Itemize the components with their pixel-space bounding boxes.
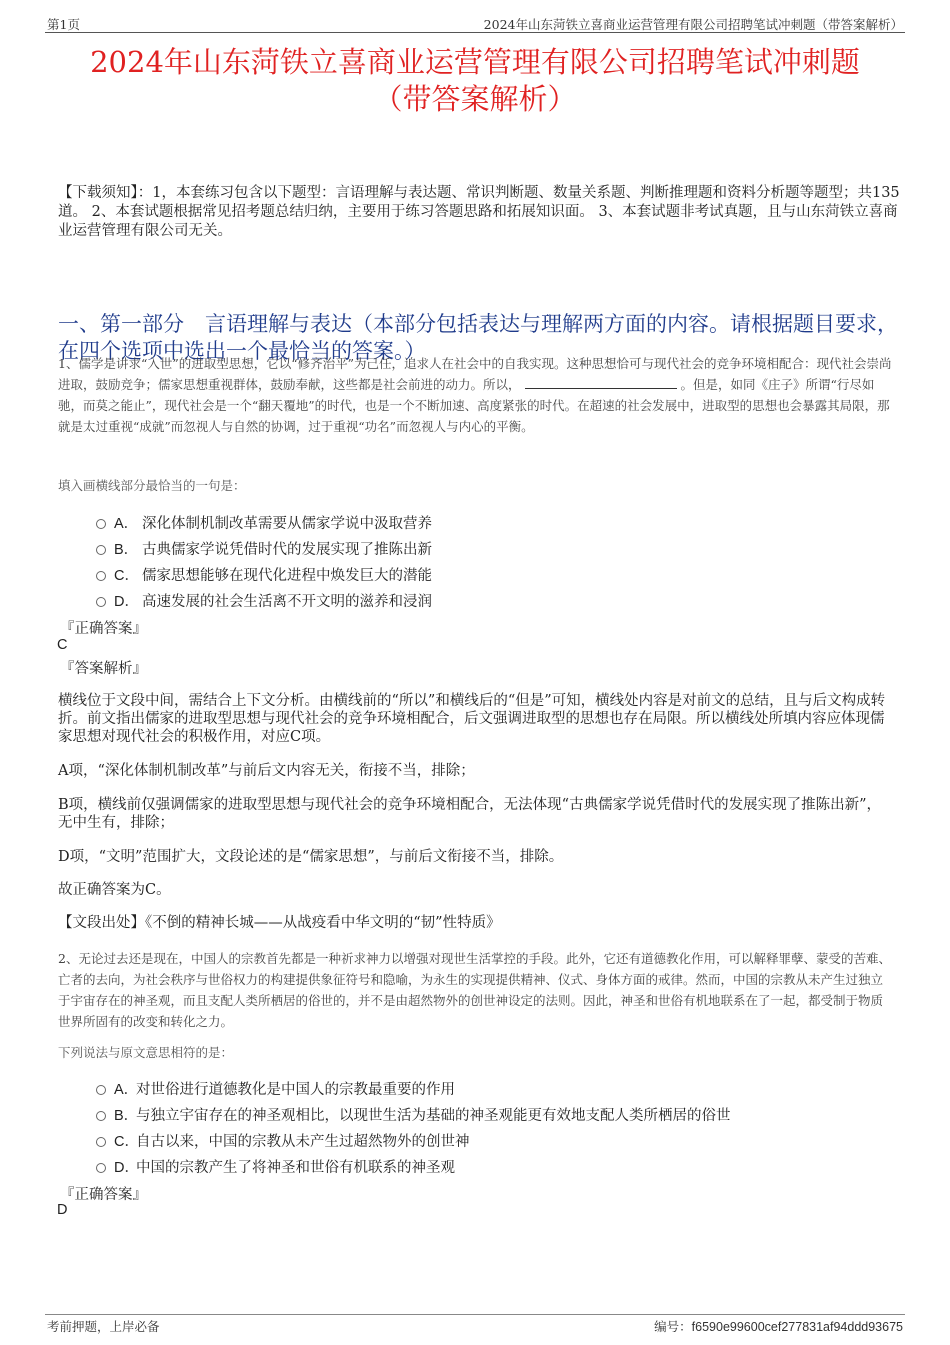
option-c[interactable] bbox=[96, 1127, 731, 1153]
correct-answer: D bbox=[57, 1202, 68, 1218]
radio-icon[interactable] bbox=[96, 1163, 106, 1173]
radio-icon[interactable] bbox=[96, 545, 106, 555]
question-2-text: 2、无论过去还是现在，中国人的宗教首先都是一种祈求神力以增强对现世生活掌控的手段。此外，它还有道德教化作用，可以解释罪孽、蒙受的苦难、亡者的去向，为社会秩序与世俗权力的构建提供象征符号和隐喻，为永生的实现提供精神、仪式、身体方面的戒律。然而，中国的宗教从未产生过独立于宇宙存在的神圣观，而且支配人类所栖居的俗世的，并不是由超然物外的创世神设定的法则。因此，神圣和世俗有机地联系在了一起，都受制于物质世界所固有的改变和转化之力。 bbox=[58, 951, 891, 1029]
download-notice: 【下载须知】：1，本套练习包含以下题型：言语理解与表达题、常识判断题、数量关系题、判断推理题和资料分析题等题型；共135道。 2、本套试题根据常见招考题总结归纳，主要用于练习答题思路和拓展知识面。 3、本套试题非考试真题，且与山东菏铁立喜商业运营管理有限公司无关。 bbox=[58, 185, 900, 239]
analysis-paragraph: A项，“深化体制机制改革”与前后文内容无关，衔接不当，排除； bbox=[58, 763, 475, 779]
page-header bbox=[45, 14, 905, 33]
option-letter: B． bbox=[114, 541, 139, 558]
option-c[interactable] bbox=[96, 561, 432, 587]
option-letter: B． bbox=[114, 1107, 139, 1124]
option-text: 自古以来，中国的宗教从未产生过超然物外的创世神 bbox=[136, 1133, 470, 1150]
question-1-prompt: 填入画横线部分最恰当的一句是： bbox=[58, 478, 246, 493]
analysis-paragraph: B项，横线前仅强调儒家的进取型思想与现代社会的竞争环境相配合，无法体现“古典儒家学说凭借时代的发展实现了推陈出新”，无中生有，排除； bbox=[58, 797, 881, 831]
option-letter: A． bbox=[114, 1081, 139, 1098]
option-d[interactable] bbox=[96, 1153, 731, 1179]
option-letter: C． bbox=[114, 567, 139, 584]
option-text: 高速发展的社会生活离不开文明的滋养和浸润 bbox=[142, 593, 432, 610]
footer-slogan: 考前押题，上岸必备 bbox=[47, 1319, 160, 1334]
option-letter: C． bbox=[114, 1133, 139, 1150]
option-text: 古典儒家学说凭借时代的发展实现了推陈出新 bbox=[142, 541, 432, 558]
analysis-conclusion: 故正确答案为C。 bbox=[58, 882, 171, 898]
option-a[interactable] bbox=[96, 509, 432, 535]
analysis-paragraph: D项，“文明”范围扩大，文段论述的是“儒家思想”，与前后文衔接不当，排除。 bbox=[58, 849, 564, 865]
code-value: f6590e99600cef277831af94ddd93675 bbox=[691, 1320, 903, 1334]
document-title bbox=[45, 44, 905, 118]
document-code bbox=[654, 1317, 903, 1335]
code-label: 编号： bbox=[654, 1319, 692, 1334]
option-b[interactable] bbox=[96, 1101, 731, 1127]
option-text: 与独立宇宙存在的神圣观相比，以现世生活为基础的神圣观能更有效地支配人类所栖居的俗世 bbox=[136, 1107, 731, 1124]
question-2-options bbox=[96, 1075, 731, 1179]
header-doc-title: 2024年山东菏铁立喜商业运营管理有限公司招聘笔试冲刺题（带答案解析） bbox=[483, 17, 903, 32]
option-text: 中国的宗教产生了将神圣和世俗有机联系的神圣观 bbox=[136, 1159, 455, 1176]
answer-label: 『正确答案』 bbox=[60, 1187, 147, 1203]
option-letter: D． bbox=[114, 593, 139, 610]
option-letter: A． bbox=[114, 515, 139, 532]
analysis-paragraph: 横线位于文段中间，需结合上下文分析。由横线前的“所以”和横线后的“但是”可知，横线处内容是对前文的总结，且与后文构成转折。前文指出儒家的进取型思想与现代社会的竞争环境相配合，后文强调进取型的思想也存在局限。所以横线处所填内容应体现儒家思想对现代社会的积极作用，对应C项。 bbox=[58, 693, 886, 745]
option-a[interactable] bbox=[96, 1075, 731, 1101]
option-b[interactable] bbox=[96, 535, 432, 561]
question-2-prompt: 下列说法与原文意思相符的是： bbox=[58, 1045, 234, 1060]
answer-label: 『正确答案』 bbox=[60, 621, 147, 637]
source-citation: 【文段出处】《不倒的精神长城——从战疫看中华文明的“韧”性特质》 bbox=[58, 915, 501, 931]
question-1-options bbox=[96, 509, 432, 613]
section-title: 一、第一部分 言语理解与表达（本部分包括表达与理解两方面的内容。请根据题目要求，在四个选项中选出一个最恰当的答案。） bbox=[58, 312, 898, 363]
fill-blank bbox=[525, 376, 677, 389]
radio-icon[interactable] bbox=[96, 597, 106, 607]
question-1-text-after: 。但是，如同《庄子》所谓“行尽如驰，而莫之能止”，现代社会是一个“翻天覆地”的时代，也是一个不断加速、高度紧张的时代。在超速的社会发展中，进取型的思想也会暴露其局限，那就是太过重视“成就”而忽视人与自然的协调，过于重视“功名”而忽视人与内心的平衡。 bbox=[58, 377, 890, 434]
option-text: 对世俗进行道德教化是中国人的宗教最重要的作用 bbox=[136, 1081, 455, 1098]
radio-icon[interactable] bbox=[96, 571, 106, 581]
question-1-text bbox=[58, 353, 895, 437]
option-text: 深化体制机制改革需要从儒家学说中汲取营养 bbox=[142, 515, 432, 532]
option-text: 儒家思想能够在现代化进程中焕发巨大的潜能 bbox=[142, 567, 432, 584]
title-line-2: （带答案解析） bbox=[373, 82, 577, 116]
correct-answer: C bbox=[57, 637, 68, 653]
radio-icon[interactable] bbox=[96, 519, 106, 529]
radio-icon[interactable] bbox=[96, 1085, 106, 1095]
page-footer bbox=[45, 1314, 905, 1335]
page-number: 第1页 bbox=[47, 17, 80, 32]
radio-icon[interactable] bbox=[96, 1137, 106, 1147]
option-letter: D． bbox=[114, 1159, 139, 1176]
title-line-1: 2024年山东菏铁立喜商业运营管理有限公司招聘笔试冲刺题 bbox=[90, 45, 860, 79]
analysis-label: 『答案解析』 bbox=[60, 661, 147, 677]
option-d[interactable] bbox=[96, 587, 432, 613]
question-1-text-before: 1、儒学是讲求“入世”的进取型思想，它以“修齐治平”为己任，追求人在社会中的自我实现。这种思想恰可与现代社会的竞争环境相配合：现代社会崇尚进取，鼓励竞争；儒家思想重视群体，鼓励奉献，这些都是社会前进的动力。所以， bbox=[58, 356, 892, 392]
radio-icon[interactable] bbox=[96, 1111, 106, 1121]
